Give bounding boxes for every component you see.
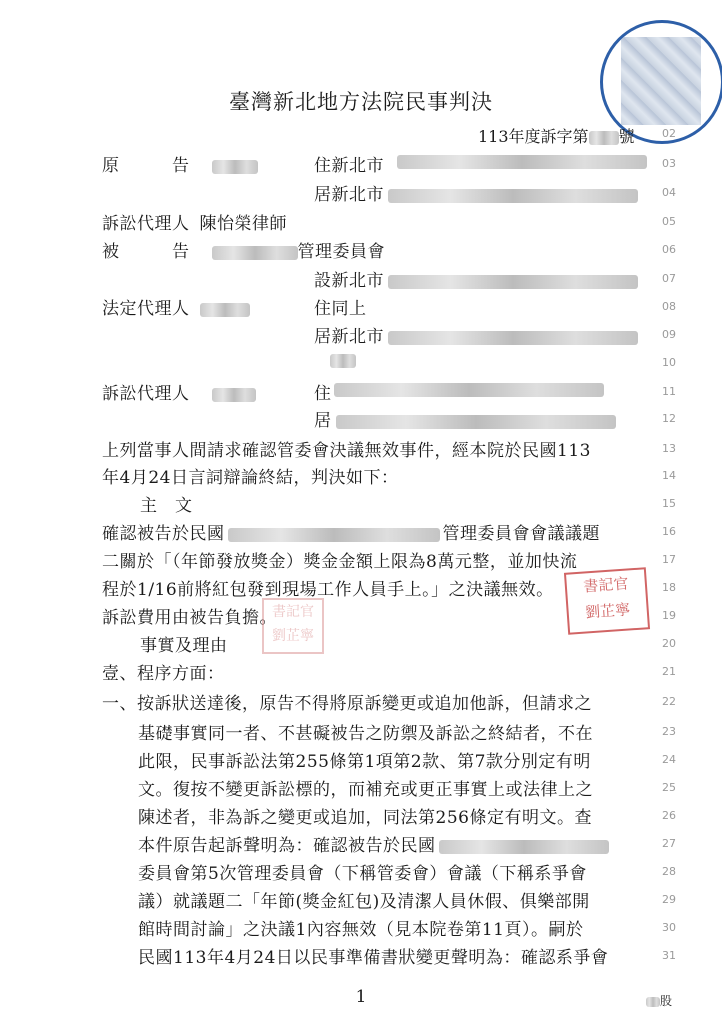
body-line: 本件原告起訴聲明為：確認被告於民國 bbox=[138, 831, 609, 856]
redaction bbox=[334, 383, 604, 397]
line-number: 23 bbox=[662, 725, 676, 738]
body-line: 基礎事實同一者、不甚礙被告之防禦及訴訟之終結者，不在 bbox=[138, 724, 593, 744]
line-number: 12 bbox=[662, 412, 676, 425]
redaction-line bbox=[330, 350, 356, 370]
line-number: 20 bbox=[662, 637, 676, 650]
clerk-stamp: 書記官 劉芷寧 bbox=[564, 567, 650, 635]
body-line: 程於1/16前將紅包發到現場工作人員手上。」之決議無效。 bbox=[102, 580, 554, 600]
redaction bbox=[212, 160, 258, 174]
body-line: 二關於「（年節發放獎金）獎金金額上限為8萬元整，並加快流 bbox=[102, 552, 578, 572]
body-line: 確認被告於民國 管理委員會會議議題 bbox=[102, 524, 600, 544]
legal-rep-row: 法定代理人 住同上 bbox=[102, 299, 367, 319]
body-line: 民國113年4月24日以民事準備書狀變更聲明為：確認系爭會 bbox=[138, 948, 609, 968]
redaction bbox=[589, 131, 619, 145]
line-number: 02 bbox=[662, 127, 676, 140]
redaction bbox=[228, 528, 440, 542]
redaction bbox=[330, 354, 356, 368]
agent2-row: 訴訟代理人 住 bbox=[102, 379, 256, 404]
page-number: 1 bbox=[355, 987, 367, 1007]
body-line: 文。復按不變更訴訟標的，而補充或更正事實上或法律上之 bbox=[138, 780, 593, 800]
body-line: 一、按訴狀送達後，原告不得將原訴變更或追加他訴，但請求之 bbox=[102, 694, 592, 714]
body-line: 訴訟費用由被告負擔。 bbox=[102, 608, 277, 628]
body-line: 此限，民事訴訟法第255條第1項第2款、第7款分別定有明 bbox=[138, 752, 591, 772]
body-line: 上列當事人間請求確認管委會決議無效事件，經本院於民國113 bbox=[102, 441, 591, 461]
redaction bbox=[336, 415, 616, 429]
line-number: 07 bbox=[662, 272, 676, 285]
line-number: 28 bbox=[662, 865, 676, 878]
redaction bbox=[388, 189, 638, 203]
defendant-row: 被 告 管理委員會 bbox=[102, 242, 385, 262]
redaction bbox=[388, 331, 638, 345]
line-number: 19 bbox=[662, 609, 676, 622]
line-number: 31 bbox=[662, 949, 676, 962]
redaction bbox=[200, 303, 250, 317]
legal-rep-addr2: 居新北市 bbox=[314, 322, 638, 347]
agent1-row: 訴訟代理人 陳怡榮律師 bbox=[102, 214, 287, 234]
body-line: 年4月24日言詞辯論終結，判決如下： bbox=[102, 468, 399, 488]
redaction bbox=[397, 155, 647, 169]
redaction bbox=[212, 246, 298, 260]
section-heading: 主 文 bbox=[140, 496, 193, 516]
redaction bbox=[388, 275, 638, 289]
line-number: 21 bbox=[662, 665, 676, 678]
line-number: 29 bbox=[662, 893, 676, 906]
line-number: 17 bbox=[662, 553, 676, 566]
line-number: 18 bbox=[662, 581, 676, 594]
redaction bbox=[646, 997, 660, 1007]
body-line: 壹、程序方面： bbox=[102, 664, 225, 684]
line-number: 05 bbox=[662, 215, 676, 228]
case-number: 113年度訴字第 號 bbox=[478, 127, 635, 146]
agent2-addr2: 居 bbox=[314, 406, 616, 431]
line-number: 08 bbox=[662, 300, 676, 313]
line-number: 09 bbox=[662, 328, 676, 341]
line-number: 22 bbox=[662, 695, 676, 708]
line-number: 14 bbox=[662, 469, 676, 482]
redaction bbox=[212, 388, 256, 402]
line-number: 13 bbox=[662, 442, 676, 455]
body-line: 館時間討論」之決議1內容無效（見本院卷第11頁）。嗣於 bbox=[138, 920, 584, 940]
line-number: 25 bbox=[662, 781, 676, 794]
line-number: 06 bbox=[662, 243, 676, 256]
body-line: 陳述者，非為訴之變更或追加，同法第256條定有明文。查 bbox=[138, 808, 592, 828]
footer-tag: 股 bbox=[646, 992, 672, 1009]
line-number: 26 bbox=[662, 809, 676, 822]
line-number: 27 bbox=[662, 837, 676, 850]
line-number: 16 bbox=[662, 525, 676, 538]
document-title: 臺灣新北地方法院民事判決 bbox=[229, 90, 493, 114]
line-number: 30 bbox=[662, 921, 676, 934]
line-number: 11 bbox=[662, 385, 676, 398]
line-number: 24 bbox=[662, 753, 676, 766]
plaintiff-addr2: 居新北市 bbox=[314, 180, 638, 205]
section-heading: 事實及理由 bbox=[140, 636, 228, 656]
line-number: 10 bbox=[662, 356, 676, 369]
line-number: 04 bbox=[662, 186, 676, 199]
line-number: 03 bbox=[662, 157, 676, 170]
defendant-addr: 設新北市 bbox=[314, 266, 638, 291]
line-number: 15 bbox=[662, 497, 676, 510]
body-line: 議）就議題二「年節(獎金紅包)及清潔人員休假、俱樂部開 bbox=[138, 892, 590, 912]
redaction bbox=[439, 840, 609, 854]
clerk-stamp-faded: 書記官 劉芷寧 bbox=[262, 598, 324, 654]
plaintiff-row: 原 告 住新北市 bbox=[102, 151, 258, 176]
body-line: 委員會第5次管理委員會（下稱管委會）會議（下稱系爭會 bbox=[138, 864, 587, 884]
